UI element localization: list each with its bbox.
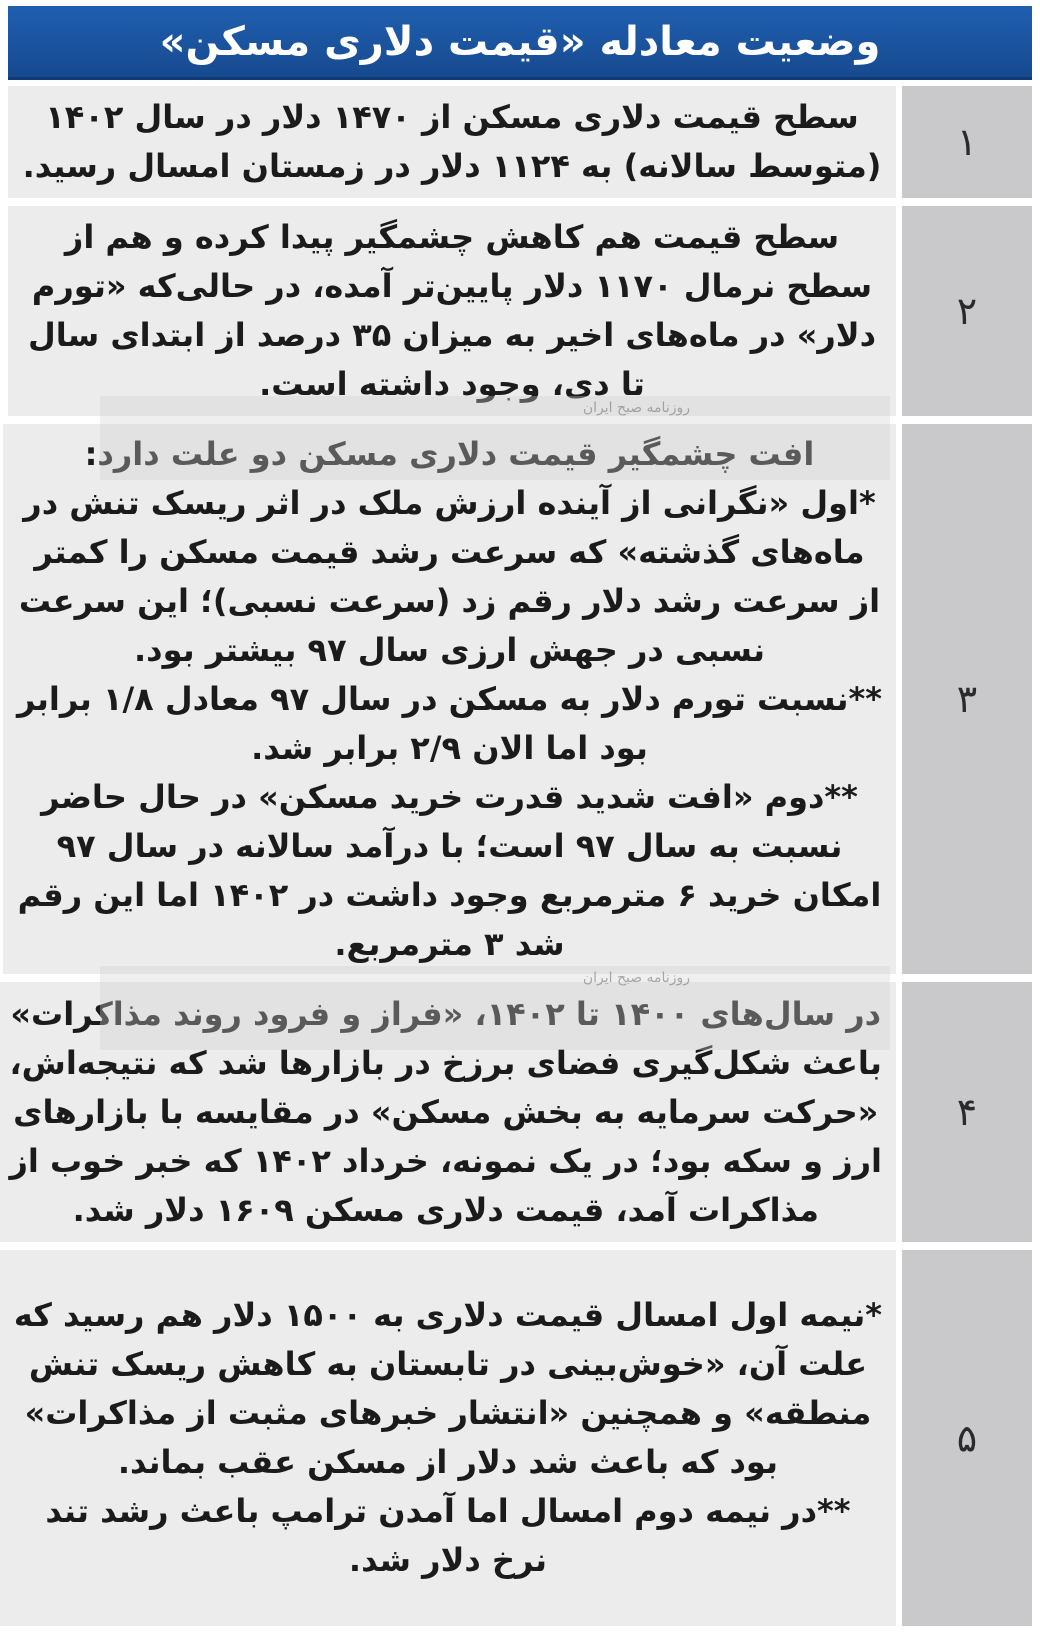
table-row-2 — [8, 206, 1032, 416]
text-line: **دوم «افت شدید قدرت خرید مسکن» در حال حاضر — [41, 777, 858, 816]
text-line: از سرعت رشد دلار رقم زد (سرعت نسبی)؛ این سرعت — [18, 581, 881, 620]
text-line: **نسبت تورم دلار به مسکن در سال ۹۷ معادل ۱/۸ برابر — [16, 679, 882, 718]
text-line: امکان خرید ۶ مترمربع وجود داشت در ۱۴۰۲ اما این رقم — [17, 875, 882, 914]
text-line: شد ۳ مترمربع. — [334, 924, 565, 963]
page-title: وضعیت معادله «قیمت دلاری مسکن» — [159, 18, 881, 65]
row-number: ۵ — [902, 1250, 1032, 1626]
text-line: *اول «نگرانی از آینده ارزش ملک در اثر ریسک تنش در — [23, 483, 876, 522]
text-line: مذاکرات آمد، قیمت دلاری مسکن ۱۶۰۹ دلار شد. — [72, 1190, 819, 1229]
text-line: سطح قیمت هم کاهش چشمگیر پیدا کرده و هم از — [64, 218, 840, 256]
table-row-1 — [8, 86, 1032, 198]
row-text — [0, 982, 896, 1242]
table-header — [8, 6, 1032, 80]
table-row-4 — [8, 982, 1032, 1242]
text-line: دلار» در ماه‌های اخیر به میزان ۳۵ درصد از ابتدای سال — [27, 316, 877, 354]
text-line: ماه‌های گذشته» که سرعت رشد قیمت مسکن را کمتر — [34, 532, 865, 571]
text-line: «حرکت سرمایه به بخش مسکن» در مقایسه با بازارهای — [13, 1092, 879, 1131]
text-line: **در نیمه دوم امسال اما آمدن ترامپ باعث رشد تند — [45, 1492, 851, 1530]
text-line: سطح قیمت دلاری مسکن از ۱۴۷۰ دلار در سال ۱۴۰۲ — [45, 98, 859, 136]
text-line: نسبت به سال ۹۷ است؛ با درآمد سالانه در سال ۹۷ — [56, 826, 843, 865]
text-line: *نیمه اول امسال قیمت دلاری به ۱۵۰۰ دلار هم رسید که — [13, 1296, 882, 1334]
text-line: نسبی در جهش ارزی سال ۹۷ بیشتر بود. — [134, 630, 765, 669]
text-line: علت آن، «خوش‌بینی در تابستان به کاهش ریسک تنش — [28, 1345, 868, 1383]
row-text — [8, 86, 896, 198]
row-number: ۲ — [902, 206, 1032, 416]
row-number: ۴ — [902, 982, 1032, 1242]
text-line: تا دی، وجود داشته است. — [259, 365, 645, 403]
text-line: بود اما الان ۲/۹ برابر شد. — [251, 728, 648, 767]
text-line: بود که باعث شد دلار از مسکن عقب بماند. — [117, 1443, 778, 1481]
text-line: در سال‌های ۱۴۰۰ تا ۱۴۰۲، «فراز و فرود روند مذاکرات» — [10, 994, 882, 1033]
text-line: (متوسط سالانه) به ۱۱۲۴ دلار در زمستان امسال رسید. — [22, 147, 882, 185]
table-row-5 — [8, 1250, 1032, 1626]
text-line: افت چشمگیر قیمت دلاری مسکن دو علت دارد: — [84, 434, 815, 473]
watermark-text: روزنامه صبح ایران — [582, 400, 690, 416]
row-text — [3, 424, 896, 974]
row-text — [0, 1250, 896, 1626]
row-number: ۱ — [902, 86, 1032, 198]
row-text — [8, 206, 896, 416]
table-row-3 — [8, 424, 1032, 974]
text-line: منطقه» و همچنین «انتشار خبرهای مثبت از مذاکرات» — [24, 1394, 872, 1432]
row-number: ۳ — [902, 424, 1032, 974]
text-line: باعث شکل‌گیری فضای برزخ در بازارها شد که نتیجه‌اش، — [9, 1043, 882, 1082]
text-line: ارز و سکه بود؛ در یک نمونه، خرداد ۱۴۰۲ که خبر خوب از — [9, 1141, 882, 1180]
watermark-text: روزنامه صبح ایران — [582, 970, 690, 986]
text-line: سطح نرمال ۱۱۷۰ دلار پایین‌تر آمده، در حالی‌که «تورم — [31, 267, 873, 305]
text-line: نرخ دلار شد. — [348, 1541, 547, 1579]
